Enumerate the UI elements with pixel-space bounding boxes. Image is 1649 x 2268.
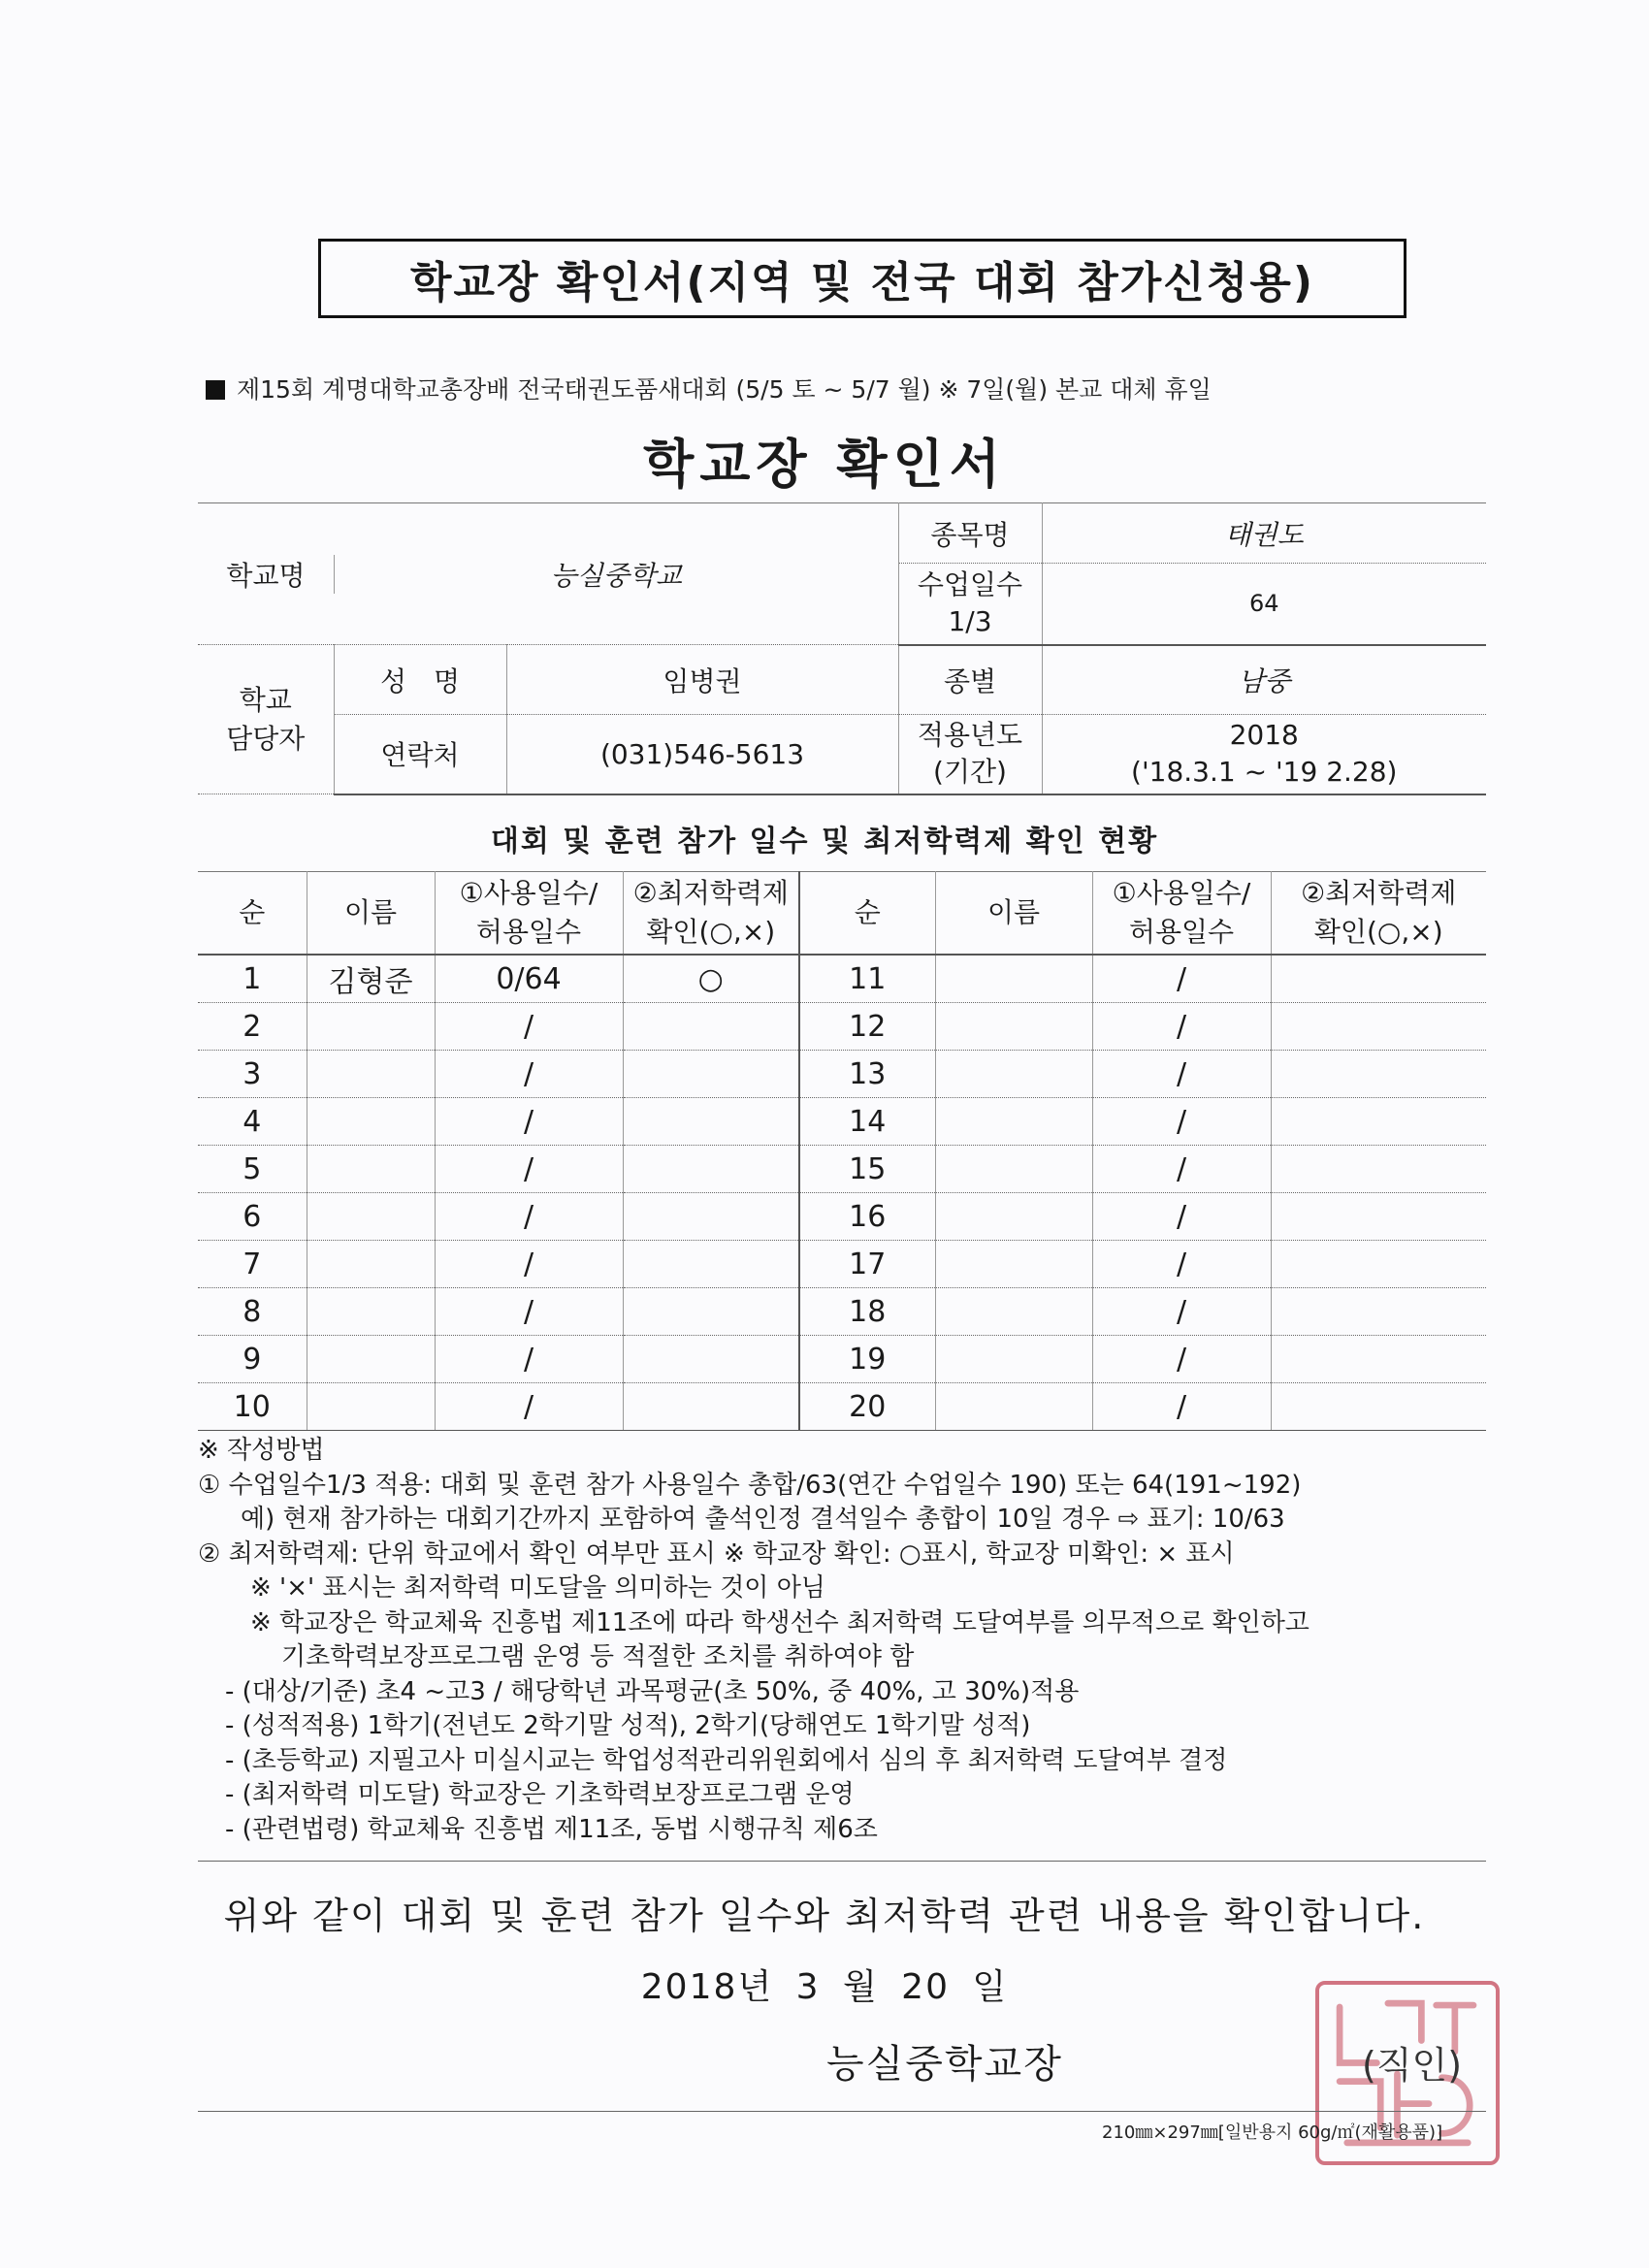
header-days-2: 허용일수 xyxy=(475,916,582,948)
roster-right-days: / xyxy=(1092,1003,1271,1051)
school-name-value: 능실중학교 xyxy=(550,559,682,592)
roster-left-name xyxy=(307,1146,435,1193)
roster-right-check xyxy=(1271,1383,1486,1431)
roster-left-days: / xyxy=(435,1051,623,1098)
roster-right-name xyxy=(935,1003,1092,1051)
manager-contact-label: 연락처 xyxy=(334,715,506,794)
roster-left-name xyxy=(307,1336,435,1383)
roster-right-days: / xyxy=(1092,1146,1271,1193)
header-days-1-right: ①사용일수/ xyxy=(1112,877,1251,909)
roster-right-check xyxy=(1271,1193,1486,1241)
days-label-2: 1/3 xyxy=(948,605,992,638)
days-value: 64 xyxy=(1042,564,1486,645)
status-title: 대회 및 훈련 참가 일수 및 최저학력제 확인 현황 xyxy=(490,825,1159,859)
roster-right-check xyxy=(1271,1288,1486,1336)
roster-left-no: 4 xyxy=(198,1098,307,1146)
roster-left-no: 9 xyxy=(198,1336,307,1383)
header-name-right: 이름 xyxy=(935,872,1092,956)
detail-3: - (초등학교) 지필고사 미실시교는 학업성적관리위원회에서 심의 후 최저학력 도달여부 결정 xyxy=(225,1745,1228,1775)
year-value-2: ('18.3.1 ~ '19 2.28) xyxy=(1131,756,1398,789)
roster-left-days: / xyxy=(435,1193,623,1241)
roster-right-no: 12 xyxy=(799,1003,935,1051)
table-row xyxy=(198,1288,1486,1336)
note-2: ② 최저학력제: 단위 학교에서 확인 여부만 표시 ※ 학교장 확인: ○표시, 학교장 미확인: × 표시 xyxy=(198,1539,1235,1569)
roster-header-row xyxy=(198,872,1486,956)
notes-heading: ※ 작성방법 xyxy=(198,1436,325,1465)
roster-right-check xyxy=(1271,1336,1486,1383)
roster-left-name xyxy=(307,1098,435,1146)
roster-right-no: 17 xyxy=(799,1241,935,1288)
header-check xyxy=(623,872,799,956)
roster-right-check xyxy=(1271,1241,1486,1288)
roster-right-name xyxy=(935,955,1092,1003)
roster-left-check xyxy=(623,1336,799,1383)
roster-right-no: 13 xyxy=(799,1051,935,1098)
roster-right-name xyxy=(935,1336,1092,1383)
roster-left-check xyxy=(623,1051,799,1098)
school-name-cell xyxy=(198,503,898,645)
principal-name: 능실중학교장 xyxy=(826,2042,1063,2087)
seal-label: (직인) xyxy=(1362,2044,1463,2087)
divider-bottom xyxy=(198,2111,1486,2112)
roster-left-check xyxy=(623,1146,799,1193)
roster-right-no: 11 xyxy=(799,955,935,1003)
days-label-1: 수업일수 xyxy=(917,568,1023,601)
roster-left-name: 김형준 xyxy=(307,955,435,1003)
roster-right-days: / xyxy=(1092,1051,1271,1098)
manager-name-label: 성 명 xyxy=(334,645,506,715)
table-row xyxy=(198,1098,1486,1146)
roster-left-check: ○ xyxy=(623,955,799,1003)
header-title: 학교장 확인서(지역 및 전국 대회 참가신청용) xyxy=(410,258,1314,308)
header-check-1: ②최저학력제 xyxy=(632,877,789,909)
note-4b: 기초학력보장프로그램 운영 등 적절한 조치를 취하여야 함 xyxy=(281,1642,915,1671)
roster-right-days: / xyxy=(1092,1383,1271,1431)
header-check-1-right: ②최저학력제 xyxy=(1301,877,1457,909)
year-label-2: (기간) xyxy=(933,756,1007,789)
manager-label-cell xyxy=(198,645,334,794)
roster-right-days: / xyxy=(1092,955,1271,1003)
roster-left-no: 6 xyxy=(198,1193,307,1241)
roster-right-check xyxy=(1271,955,1486,1003)
roster-left-no: 5 xyxy=(198,1146,307,1193)
roster-left-name xyxy=(307,1383,435,1431)
roster-right-no: 20 xyxy=(799,1383,935,1431)
header-check-2-right: 확인(○,×) xyxy=(1313,916,1443,948)
sport-label: 종목명 xyxy=(898,503,1042,564)
roster-left-days: 0/64 xyxy=(435,955,623,1003)
header-name: 이름 xyxy=(307,872,435,956)
manager-label-2: 담당자 xyxy=(226,722,306,755)
gender-value: 남중 xyxy=(1042,645,1486,715)
roster-right-no: 18 xyxy=(799,1288,935,1336)
roster-right-no: 16 xyxy=(799,1193,935,1241)
days-label-cell xyxy=(898,564,1042,645)
table-row xyxy=(198,1146,1486,1193)
sport-value: 태권도 xyxy=(1042,503,1486,564)
roster-left-check xyxy=(623,1003,799,1051)
manager-label-1: 학교 xyxy=(239,683,292,716)
header-title-box xyxy=(318,239,1406,318)
school-name-label: 학교명 xyxy=(198,555,335,594)
header-check-2: 확인(○,×) xyxy=(646,916,776,948)
roster-left-days: / xyxy=(435,1288,623,1336)
roster-left-check xyxy=(623,1241,799,1288)
roster-left-days: / xyxy=(435,1146,623,1193)
year-label-cell xyxy=(898,715,1042,794)
header-no-right: 순 xyxy=(799,872,935,956)
year-value-1: 2018 xyxy=(1229,719,1299,752)
note-1a: ① 수업일수1/3 적용: 대회 및 훈련 참가 사용일수 총합/63(연간 수업일수 190) 또는 64(191~192) xyxy=(198,1470,1302,1500)
table-row xyxy=(198,1383,1486,1431)
detail-2: - (성적적용) 1학기(전년도 2학기말 성적), 2학기(당해연도 1학기말 성적) xyxy=(225,1711,1031,1740)
detail-4: - (최저학력 미도달) 학교장은 기초학력보장프로그램 운영 xyxy=(225,1780,855,1809)
event-text: 제15회 계명대학교총장배 전국태권도품새대회 (5/5 토 ~ 5/7 월) ※ 7일(월) 본교 대체 휴일 xyxy=(237,375,1212,404)
header-no: 순 xyxy=(198,872,307,956)
roster-right-days: / xyxy=(1092,1193,1271,1241)
header-check-right xyxy=(1271,872,1486,956)
manager-name-value: 임병권 xyxy=(506,645,898,715)
note-4a: ※ 학교장은 학교체육 진흥법 제11조에 따라 학생선수 최저학력 도달여부를 의무적으로 확인하고 xyxy=(250,1607,1310,1637)
roster-left-check xyxy=(623,1288,799,1336)
table-row xyxy=(198,1003,1486,1051)
square-bullet-icon xyxy=(206,380,225,400)
roster-left-name xyxy=(307,1193,435,1241)
header-days-1: ①사용일수/ xyxy=(459,877,598,909)
manager-contact-value: (031)546-5613 xyxy=(506,715,898,794)
roster-right-check xyxy=(1271,1146,1486,1193)
roster-right-check xyxy=(1271,1003,1486,1051)
roster-right-days: / xyxy=(1092,1336,1271,1383)
year-value-cell xyxy=(1042,715,1486,794)
roster-left-check xyxy=(623,1193,799,1241)
roster-left-days: / xyxy=(435,1383,623,1431)
header-days-2-right: 허용일수 xyxy=(1128,916,1235,948)
confirm-statement: 위와 같이 대회 및 훈련 참가 일수와 최저학력 관련 내용을 확인합니다. xyxy=(223,1895,1426,1937)
roster-right-name xyxy=(935,1051,1092,1098)
roster-left-check xyxy=(623,1383,799,1431)
roster-right-check xyxy=(1271,1098,1486,1146)
roster-left-check xyxy=(623,1098,799,1146)
year-label-1: 적용년도 xyxy=(917,719,1023,752)
roster-left-no: 10 xyxy=(198,1383,307,1431)
roster-right-name xyxy=(935,1146,1092,1193)
roster-right-no: 15 xyxy=(799,1146,935,1193)
roster-left-name xyxy=(307,1003,435,1051)
roster-right-name xyxy=(935,1288,1092,1336)
roster-right-name xyxy=(935,1383,1092,1431)
roster-right-days: / xyxy=(1092,1288,1271,1336)
roster-left-no: 3 xyxy=(198,1051,307,1098)
gender-label: 종별 xyxy=(898,645,1042,715)
roster-table xyxy=(198,871,1486,1431)
document-title: 학교장 확인서 xyxy=(643,434,1006,495)
roster-right-no: 14 xyxy=(799,1098,935,1146)
roster-right-days: / xyxy=(1092,1241,1271,1288)
roster-left-no: 7 xyxy=(198,1241,307,1288)
roster-left-name xyxy=(307,1241,435,1288)
roster-right-no: 19 xyxy=(799,1336,935,1383)
roster-left-no: 2 xyxy=(198,1003,307,1051)
roster-left-days: / xyxy=(435,1098,623,1146)
event-line xyxy=(206,371,1212,405)
paper-spec: 210㎜×297㎜[일반용지 60g/㎡(재활용품)] xyxy=(1102,2122,1443,2143)
roster-left-name xyxy=(307,1288,435,1336)
table-row xyxy=(198,1193,1486,1241)
roster-left-days: / xyxy=(435,1003,623,1051)
roster-left-name xyxy=(307,1051,435,1098)
roster-left-days: / xyxy=(435,1336,623,1383)
table-row xyxy=(198,1051,1486,1098)
table-row xyxy=(198,1241,1486,1288)
note-1b: 예) 현재 참가하는 대회기간까지 포함하여 출석인정 결석일수 총합이 10일 경우 ⇨ 표기: 10/63 xyxy=(241,1505,1285,1534)
table-row xyxy=(198,1336,1486,1383)
roster-right-name xyxy=(935,1098,1092,1146)
note-3: ※ '×' 표시는 최저학력 미도달을 의미하는 것이 아님 xyxy=(250,1573,825,1603)
header-days xyxy=(435,872,623,956)
instructions xyxy=(198,1434,1498,1847)
roster-right-check xyxy=(1271,1051,1486,1098)
roster-left-days: / xyxy=(435,1241,623,1288)
divider-top xyxy=(198,1861,1486,1862)
detail-5: - (관련법령) 학교체육 진흥법 제11조, 동법 시행규칙 제6조 xyxy=(225,1814,878,1844)
header-days-right xyxy=(1092,872,1271,956)
school-info-table xyxy=(198,502,1486,795)
detail-1: - (대상/기준) 초4 ~고3 / 해당학년 과목평균(초 50%, 중 40%, 고 30%)적용 xyxy=(225,1676,1080,1706)
roster-right-name xyxy=(935,1241,1092,1288)
roster-left-no: 1 xyxy=(198,955,307,1003)
roster-right-days: / xyxy=(1092,1098,1271,1146)
table-row xyxy=(198,955,1486,1003)
issue-date: 2018년 3 월 20 일 xyxy=(640,1967,1009,2007)
roster-left-no: 8 xyxy=(198,1288,307,1336)
roster-right-name xyxy=(935,1193,1092,1241)
